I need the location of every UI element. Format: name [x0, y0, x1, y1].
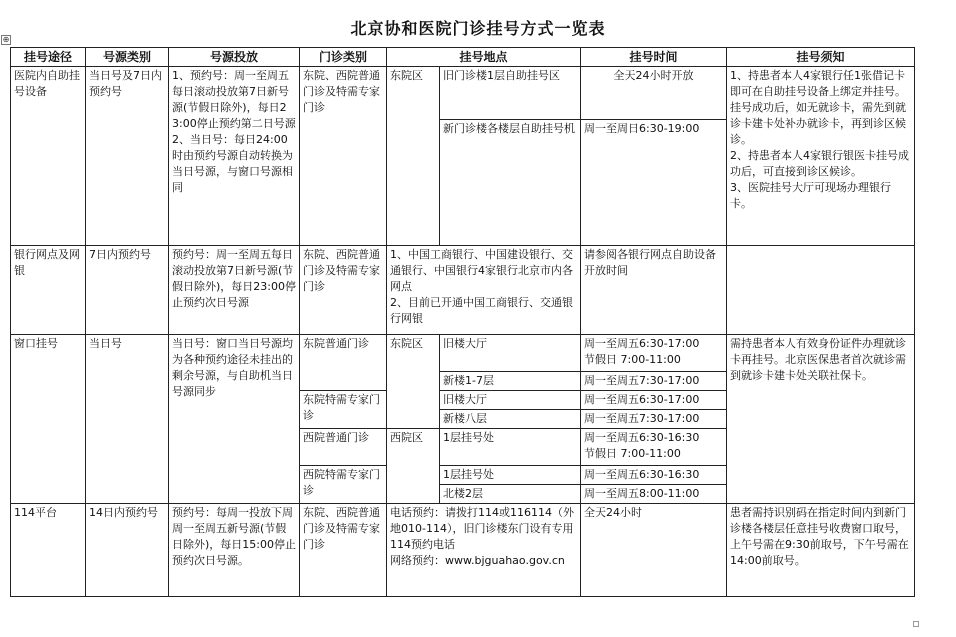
channel-cell: 窗口挂号 [11, 335, 86, 504]
clinic-type-cell: 西院普通门诊 [300, 429, 387, 466]
location-cell: 新楼八层 [440, 410, 581, 429]
table-row [11, 67, 915, 120]
time-cell: 周一至周日6:30-19:00 [581, 120, 727, 246]
source-type-cell: 14日内预约号 [86, 504, 169, 597]
clinic-type-cell: 东院、西院普通门诊及特需专家门诊 [300, 504, 387, 597]
location-cell: 新楼1-7层 [440, 372, 581, 391]
notes-text: 2、持患者本人4家银行银医卡挂号成功后，可直接到诊区候诊。 [730, 149, 910, 178]
release-text: 2、当日号：每日24:00时由预约号源自动转换为当日号源，与窗口号源相同 [172, 133, 293, 194]
clinic-type-cell: 西院特需专家门诊 [300, 466, 387, 504]
table-move-handle-icon[interactable]: ⊕ [2, 35, 10, 44]
table-row [11, 504, 915, 597]
header-release: 号源投放 [169, 48, 300, 67]
notes-cell [727, 67, 915, 246]
location-cell: 旧楼大厅 [440, 335, 581, 372]
time-text: 周一至周五6:30-17:00 [584, 337, 700, 350]
notes-cell: 需持患者本人有效身份证件办理就诊卡再挂号。北京医保患者首次就诊需到就诊卡建卡处关联社保卡。 [727, 335, 915, 504]
time-text: 节假日 7:00-11:00 [584, 353, 681, 366]
location-cell [387, 504, 581, 597]
table-row [11, 335, 915, 372]
time-cell: 周一至周五6:30-16:30 [581, 466, 727, 485]
notes-text: 3、医院挂号大厅可现场办理银行卡。 [730, 181, 892, 210]
area-cell: 东院区 [387, 335, 440, 429]
location-text: 1、中国工商银行、中国建设银行、交通银行、中国银行4家银行北京市内各网点 [390, 248, 573, 293]
release-cell: 当日号：窗口当日号源均为各种预约途径未挂出的剩余号源，与自助机当日号源同步 [169, 335, 300, 504]
release-cell: 预约号：每周一投放下周周一至周五新号源(节假日除外)，每日15:00停止预约次日号源。 [169, 504, 300, 597]
source-type-cell: 7日内预约号 [86, 246, 169, 335]
channel-cell: 114平台 [11, 504, 86, 597]
notes-cell: 患者需持识别码在指定时间内到新门诊楼各楼层任意挂号收费窗口取号，上午号需在9:30前取号，下午号需在14:00前取号。 [727, 504, 915, 597]
header-source-type: 号源类别 [86, 48, 169, 67]
clinic-type-cell: 东院、西院普通门诊及特需专家门诊 [300, 246, 387, 335]
release-cell: 预约号：周一至周五每日滚动投放第7日新号源(节假日除外)，每日23:00停止预约次日号源 [169, 246, 300, 335]
time-cell: 全天24小时 [581, 504, 727, 597]
page-title: 北京协和医院门诊挂号方式一览表 [350, 19, 606, 38]
booking-website-link[interactable]: 网络预约：www.bjguahao.gov.cn [390, 554, 565, 567]
release-text: 1、预约号：周一至周五每日滚动投放第7日新号源(节假日除外)，每日23:00停止预约第二日号源 [172, 69, 296, 130]
notes-cell [727, 246, 915, 335]
header-time: 挂号时间 [581, 48, 727, 67]
location-cell: 旧门诊楼1层自助挂号区 [440, 67, 581, 120]
table-resize-handle-icon[interactable] [913, 621, 919, 627]
notes-text: 1、持患者本人4家银行任1张借记卡即可在自助挂号设备上绑定并挂号。挂号成功后，如无就诊卡，需先到就诊卡建卡处补办就诊卡，再到诊区候诊。 [730, 69, 907, 146]
time-cell: 周一至周五8:00-11:00 [581, 485, 727, 504]
channel-cell: 银行网点及网银 [11, 246, 86, 335]
table-row [11, 246, 915, 335]
header-notes: 挂号须知 [727, 48, 915, 67]
registration-table [10, 47, 915, 597]
source-type-cell: 当日号 [86, 335, 169, 504]
location-cell: 新门诊楼各楼层自助挂号机 [440, 120, 581, 246]
header-channel: 挂号途径 [11, 48, 86, 67]
time-text: 周一至周五6:30-16:30 [584, 431, 700, 444]
area-cell: 东院区 [387, 67, 440, 246]
time-cell: 周一至周五7:30-17:00 [581, 410, 727, 429]
time-cell: 请参阅各银行网点自助设备开放时间 [581, 246, 727, 335]
location-cell: 1层挂号处 [440, 466, 581, 485]
location-cell [387, 246, 581, 335]
time-text: 节假日 7:00-11:00 [584, 447, 681, 460]
location-cell: 旧楼大厅 [440, 391, 581, 410]
clinic-type-cell: 东院特需专家门诊 [300, 391, 387, 429]
time-cell [581, 335, 727, 372]
location-cell: 北楼2层 [440, 485, 581, 504]
time-cell: 周一至周五7:30-17:00 [581, 372, 727, 391]
header-location: 挂号地点 [387, 48, 581, 67]
location-text: 2、目前已开通中国工商银行、交通银行网银 [390, 296, 573, 325]
clinic-type-cell: 东院、西院普通门诊及特需专家门诊 [300, 67, 387, 246]
release-cell [169, 67, 300, 246]
time-cell [581, 429, 727, 466]
channel-cell: 医院内自助挂号设备 [11, 67, 86, 246]
table-header-row [11, 48, 915, 67]
location-cell: 1层挂号处 [440, 429, 581, 466]
clinic-type-cell: 东院普通门诊 [300, 335, 387, 391]
header-clinic-type: 门诊类别 [300, 48, 387, 67]
source-type-cell: 当日号及7日内预约号 [86, 67, 169, 246]
area-cell: 西院区 [387, 429, 440, 504]
time-cell: 周一至周五6:30-17:00 [581, 391, 727, 410]
time-cell: 全天24小时开放 [581, 67, 727, 120]
location-text: 电话预约：请拨打114或116114（外地010-114），旧门诊楼东门设有专用114预约电话 [390, 506, 574, 551]
